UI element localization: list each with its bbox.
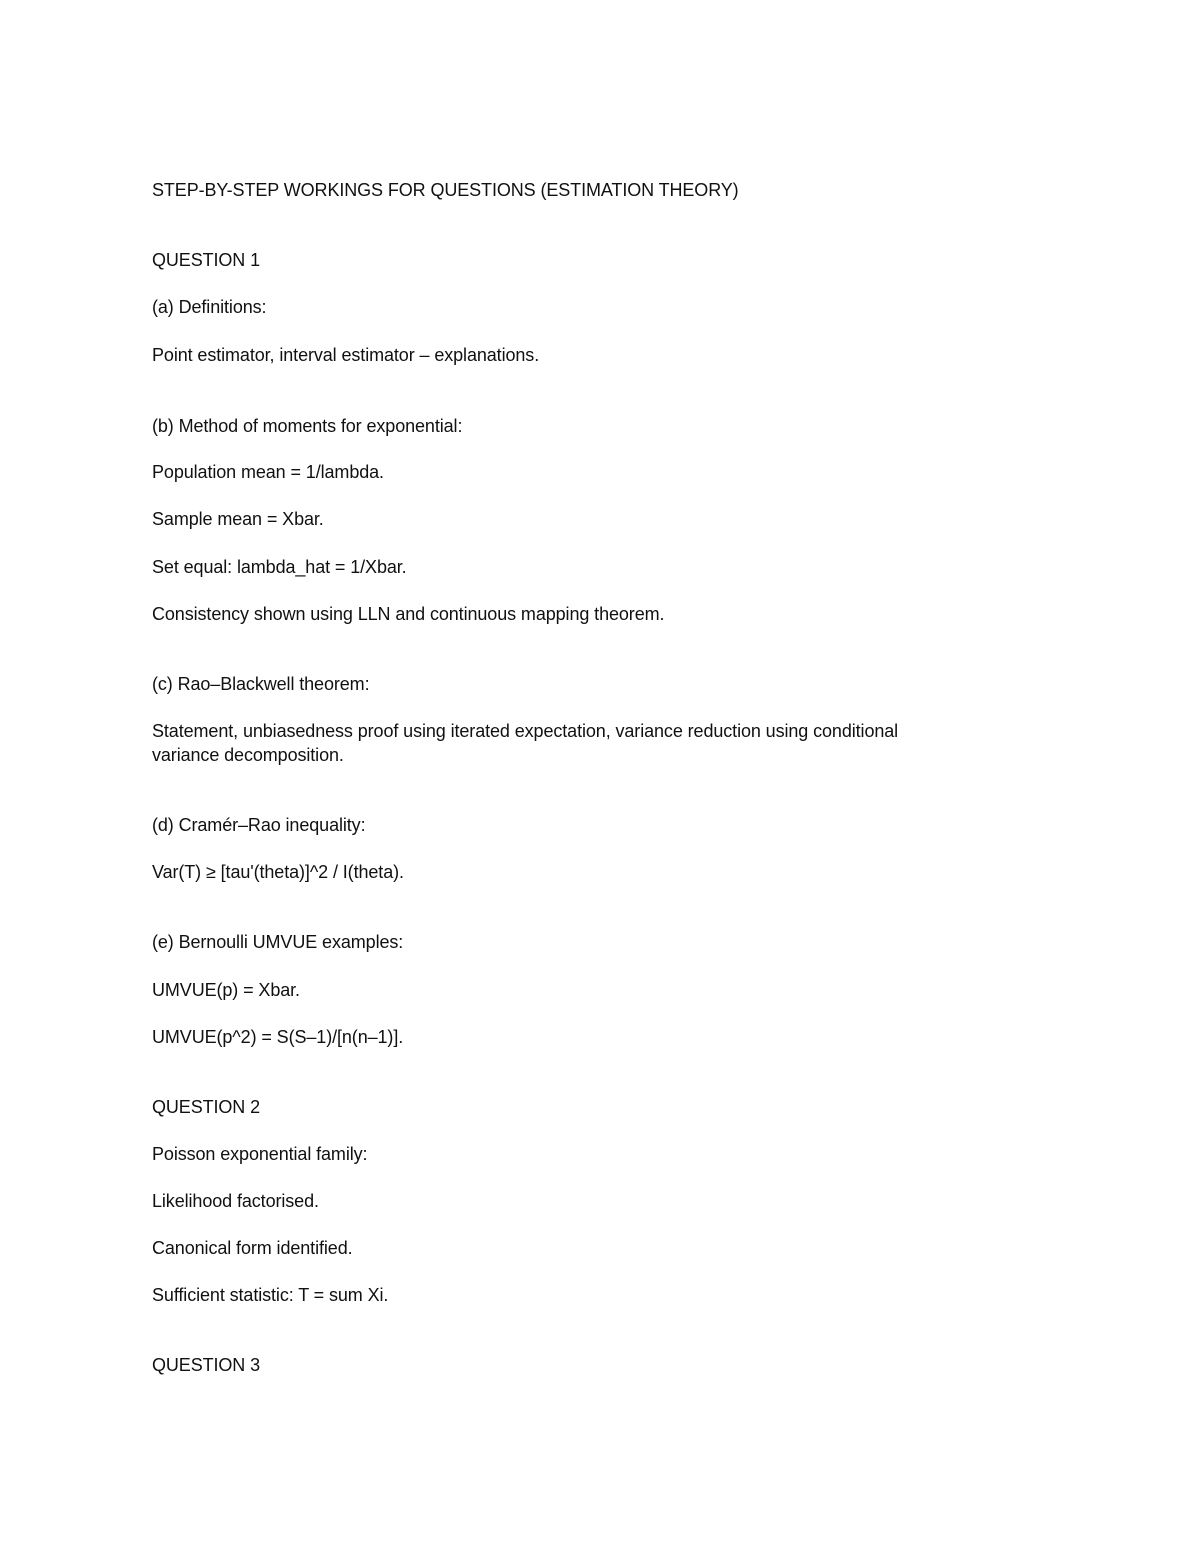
question-2-heading: QUESTION 2 xyxy=(152,1097,261,1117)
part-b-text: Population mean = 1/lambda. xyxy=(152,462,384,482)
part-e-heading: (e) Bernoulli UMVUE examples: xyxy=(152,932,404,952)
part-d-text: Var(T) ≥ [tau'(theta)]^2 / I(theta). xyxy=(152,862,404,882)
document-title: STEP-BY-STEP WORKINGS FOR QUESTIONS (ESTIMATION THEORY) xyxy=(152,180,739,200)
part-e-text: UMVUE(p^2) = S(S–1)/[n(n–1)]. xyxy=(152,1027,404,1047)
part-c-text: variance decomposition. xyxy=(152,745,344,765)
part-b-text: Set equal: lambda_hat = 1/Xbar. xyxy=(152,557,407,577)
part-c-heading: (c) Rao–Blackwell theorem: xyxy=(152,674,370,694)
part-a-text: Point estimator, interval estimator – explanations. xyxy=(152,345,540,365)
question-2-text: Poisson exponential family: xyxy=(152,1144,368,1164)
part-e-text: UMVUE(p) = Xbar. xyxy=(152,980,300,1000)
part-b-text: Sample mean = Xbar. xyxy=(152,509,324,529)
part-b-heading: (b) Method of moments for exponential: xyxy=(152,416,463,436)
question-2-text: Likelihood factorised. xyxy=(152,1191,319,1211)
question-1-heading: QUESTION 1 xyxy=(152,250,261,270)
question-2-text: Sufficient statistic: T = sum Xi. xyxy=(152,1285,389,1305)
part-d-heading: (d) Cramér–Rao inequality: xyxy=(152,815,366,835)
question-2-text: Canonical form identified. xyxy=(152,1238,353,1258)
part-b-text: Consistency shown using LLN and continuous mapping theorem. xyxy=(152,604,665,624)
part-c-text: Statement, unbiasedness proof using iterated expectation, variance reduction using conditional xyxy=(152,721,899,741)
part-a-heading: (a) Definitions: xyxy=(152,297,267,317)
question-3-heading: QUESTION 3 xyxy=(152,1355,261,1375)
